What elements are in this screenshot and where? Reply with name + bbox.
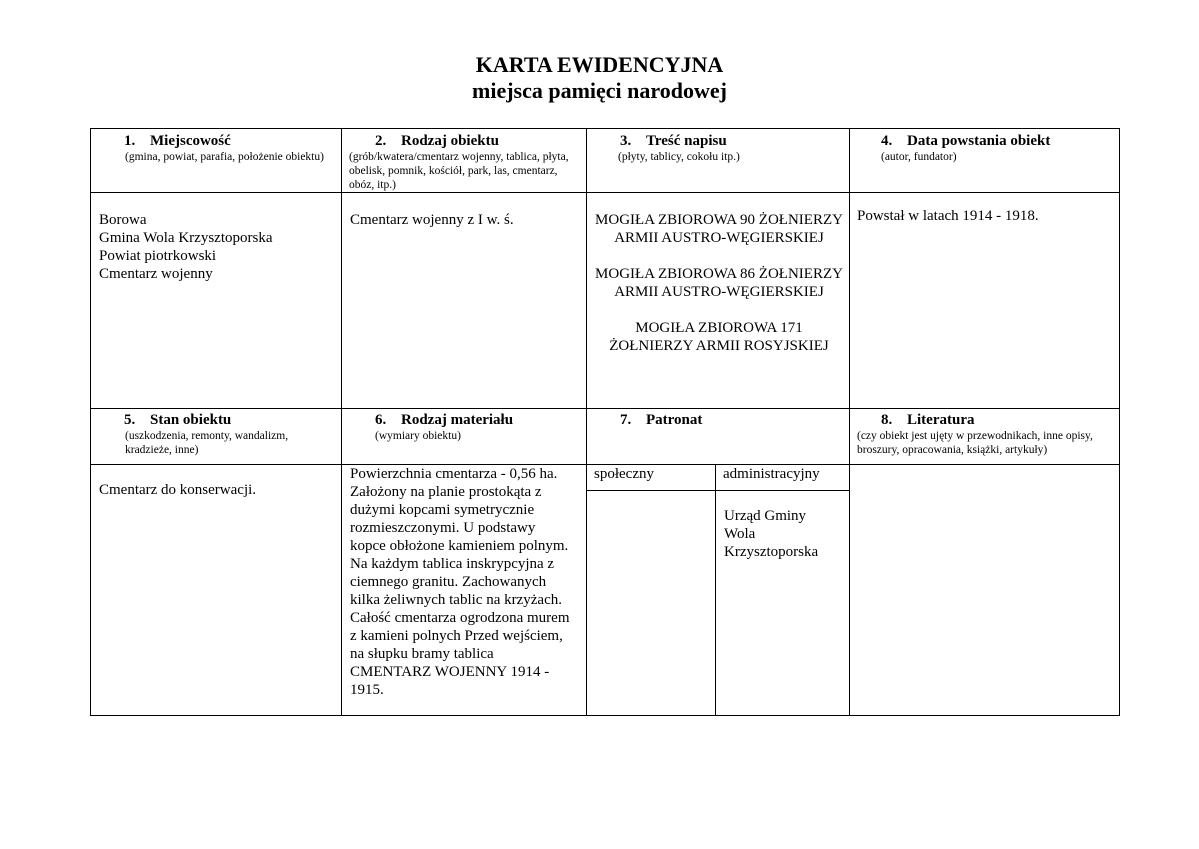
inscription-paragraph: MOGIŁA ZBIOROWA 86 ŻOŁNIERZY ARMII AUSTRO-WĘGIERSKIEJ [595, 266, 843, 300]
header-subtitle: (wymiary obiektu) [375, 430, 461, 442]
cell-rodzaj-obiektu: Cmentarz wojenny z I w. ś. [350, 212, 514, 228]
header-stan-obiektu [99, 411, 335, 457]
cell-stan-obiektu: Cmentarz do konserwacji. [99, 482, 257, 498]
divider-v1 [341, 129, 342, 715]
header-number: 1. [124, 133, 136, 149]
divider-h2 [91, 408, 1119, 409]
divider-v-patronat [715, 464, 716, 715]
title-sub: miejsca pamięci narodowej [472, 78, 727, 103]
miejscowosc-line: Powiat piotrkowski [99, 248, 217, 264]
document-title [0, 52, 1199, 104]
divider-h1 [91, 192, 1119, 193]
header-subtitle: (gmina, powiat, parafia, położenie obiektu) [125, 151, 324, 163]
record-card-table [90, 128, 1120, 716]
inscription-paragraph: MOGIŁA ZBIOROWA 90 ŻOŁNIERZY ARMII AUSTRO-WĘGIERSKIEJ [595, 212, 843, 246]
header-rodzaj-obiektu [349, 132, 581, 192]
cell-tresc-napisu [595, 211, 843, 355]
header-patronat [594, 411, 844, 429]
header-number: 6. [375, 412, 387, 428]
patronat-administracyjny-label: administracyjny [723, 466, 820, 482]
patronat-spoleczny-label: społeczny [594, 466, 654, 482]
header-title: Miejscowość [150, 133, 231, 149]
header-title: Literatura [907, 412, 975, 428]
title-main: KARTA EWIDENCYJNA [475, 52, 724, 77]
header-miejscowosc [99, 132, 335, 164]
header-title: Data powstania obiekt [907, 133, 1051, 149]
divider-v3 [849, 129, 850, 715]
header-number: 2. [375, 133, 387, 149]
miejscowosc-line: Borowa [99, 212, 147, 228]
header-title: Patronat [646, 412, 703, 428]
miejscowosc-line: Gmina Wola Krzysztoporska [99, 230, 273, 246]
header-number: 8. [881, 412, 893, 428]
header-title: Rodzaj obiektu [401, 133, 499, 149]
patronat-administracyjny-value: Urząd Gminy Wola Krzysztoporska [724, 508, 819, 560]
divider-patronat [587, 490, 850, 491]
miejscowosc-line: Cmentarz wojenny [99, 266, 213, 282]
header-number: 7. [620, 412, 632, 428]
cell-miejscowosc [99, 211, 335, 283]
header-subtitle: (czy obiekt jest ujęty w przewodnikach, inne opisy, broszury, opracowania, książki, artykuły) [857, 430, 1093, 456]
header-literatura [857, 411, 1115, 457]
inscription-paragraph: MOGIŁA ZBIOROWA 171 ŻOŁNIERZY ARMII ROSYJSKIEJ [609, 320, 829, 354]
header-number: 4. [881, 133, 893, 149]
divider-v2 [586, 129, 587, 715]
header-rodzaj-materialu [349, 411, 581, 443]
header-subtitle: (grób/kwatera/cmentarz wojenny, tablica, płyta, obelisk, pomnik, kościół, park, las, cmentarz, obóz, itp.) [349, 151, 569, 191]
cell-data-powstania: Powstał w latach 1914 - 1918. [857, 208, 1039, 224]
header-number: 3. [620, 133, 632, 149]
cell-rodzaj-materialu: Powierzchnia cmentarza - 0,56 ha. Założony na planie prostokąta z dużymi kopcami symetrycznie rozmieszczonymi. U podstawy kopce obłożone kamieniem polnym. Na każdym tablica inskrypcyjna z ciemnego granitu. Zachowanych kilka żeliwnych tablic na krzyżach. Całość cmentarza ogrodzona murem z kamieni polnych Przed wejściem, na słupku bramy tablica CMENTARZ WOJENNY 1914 - 1915. [350, 466, 570, 698]
header-subtitle: (autor, fundator) [881, 151, 957, 163]
header-title: Treść napisu [646, 133, 727, 149]
header-subtitle: (uszkodzenia, remonty, wandalizm, kradzieże, inne) [125, 430, 289, 456]
header-tresc-napisu [594, 132, 844, 164]
header-title: Stan obiektu [150, 412, 232, 428]
header-number: 5. [124, 412, 136, 428]
header-subtitle: (płyty, tablicy, cokołu itp.) [618, 151, 740, 163]
header-title: Rodzaj materiału [401, 412, 514, 428]
header-data-powstania [857, 132, 1115, 164]
